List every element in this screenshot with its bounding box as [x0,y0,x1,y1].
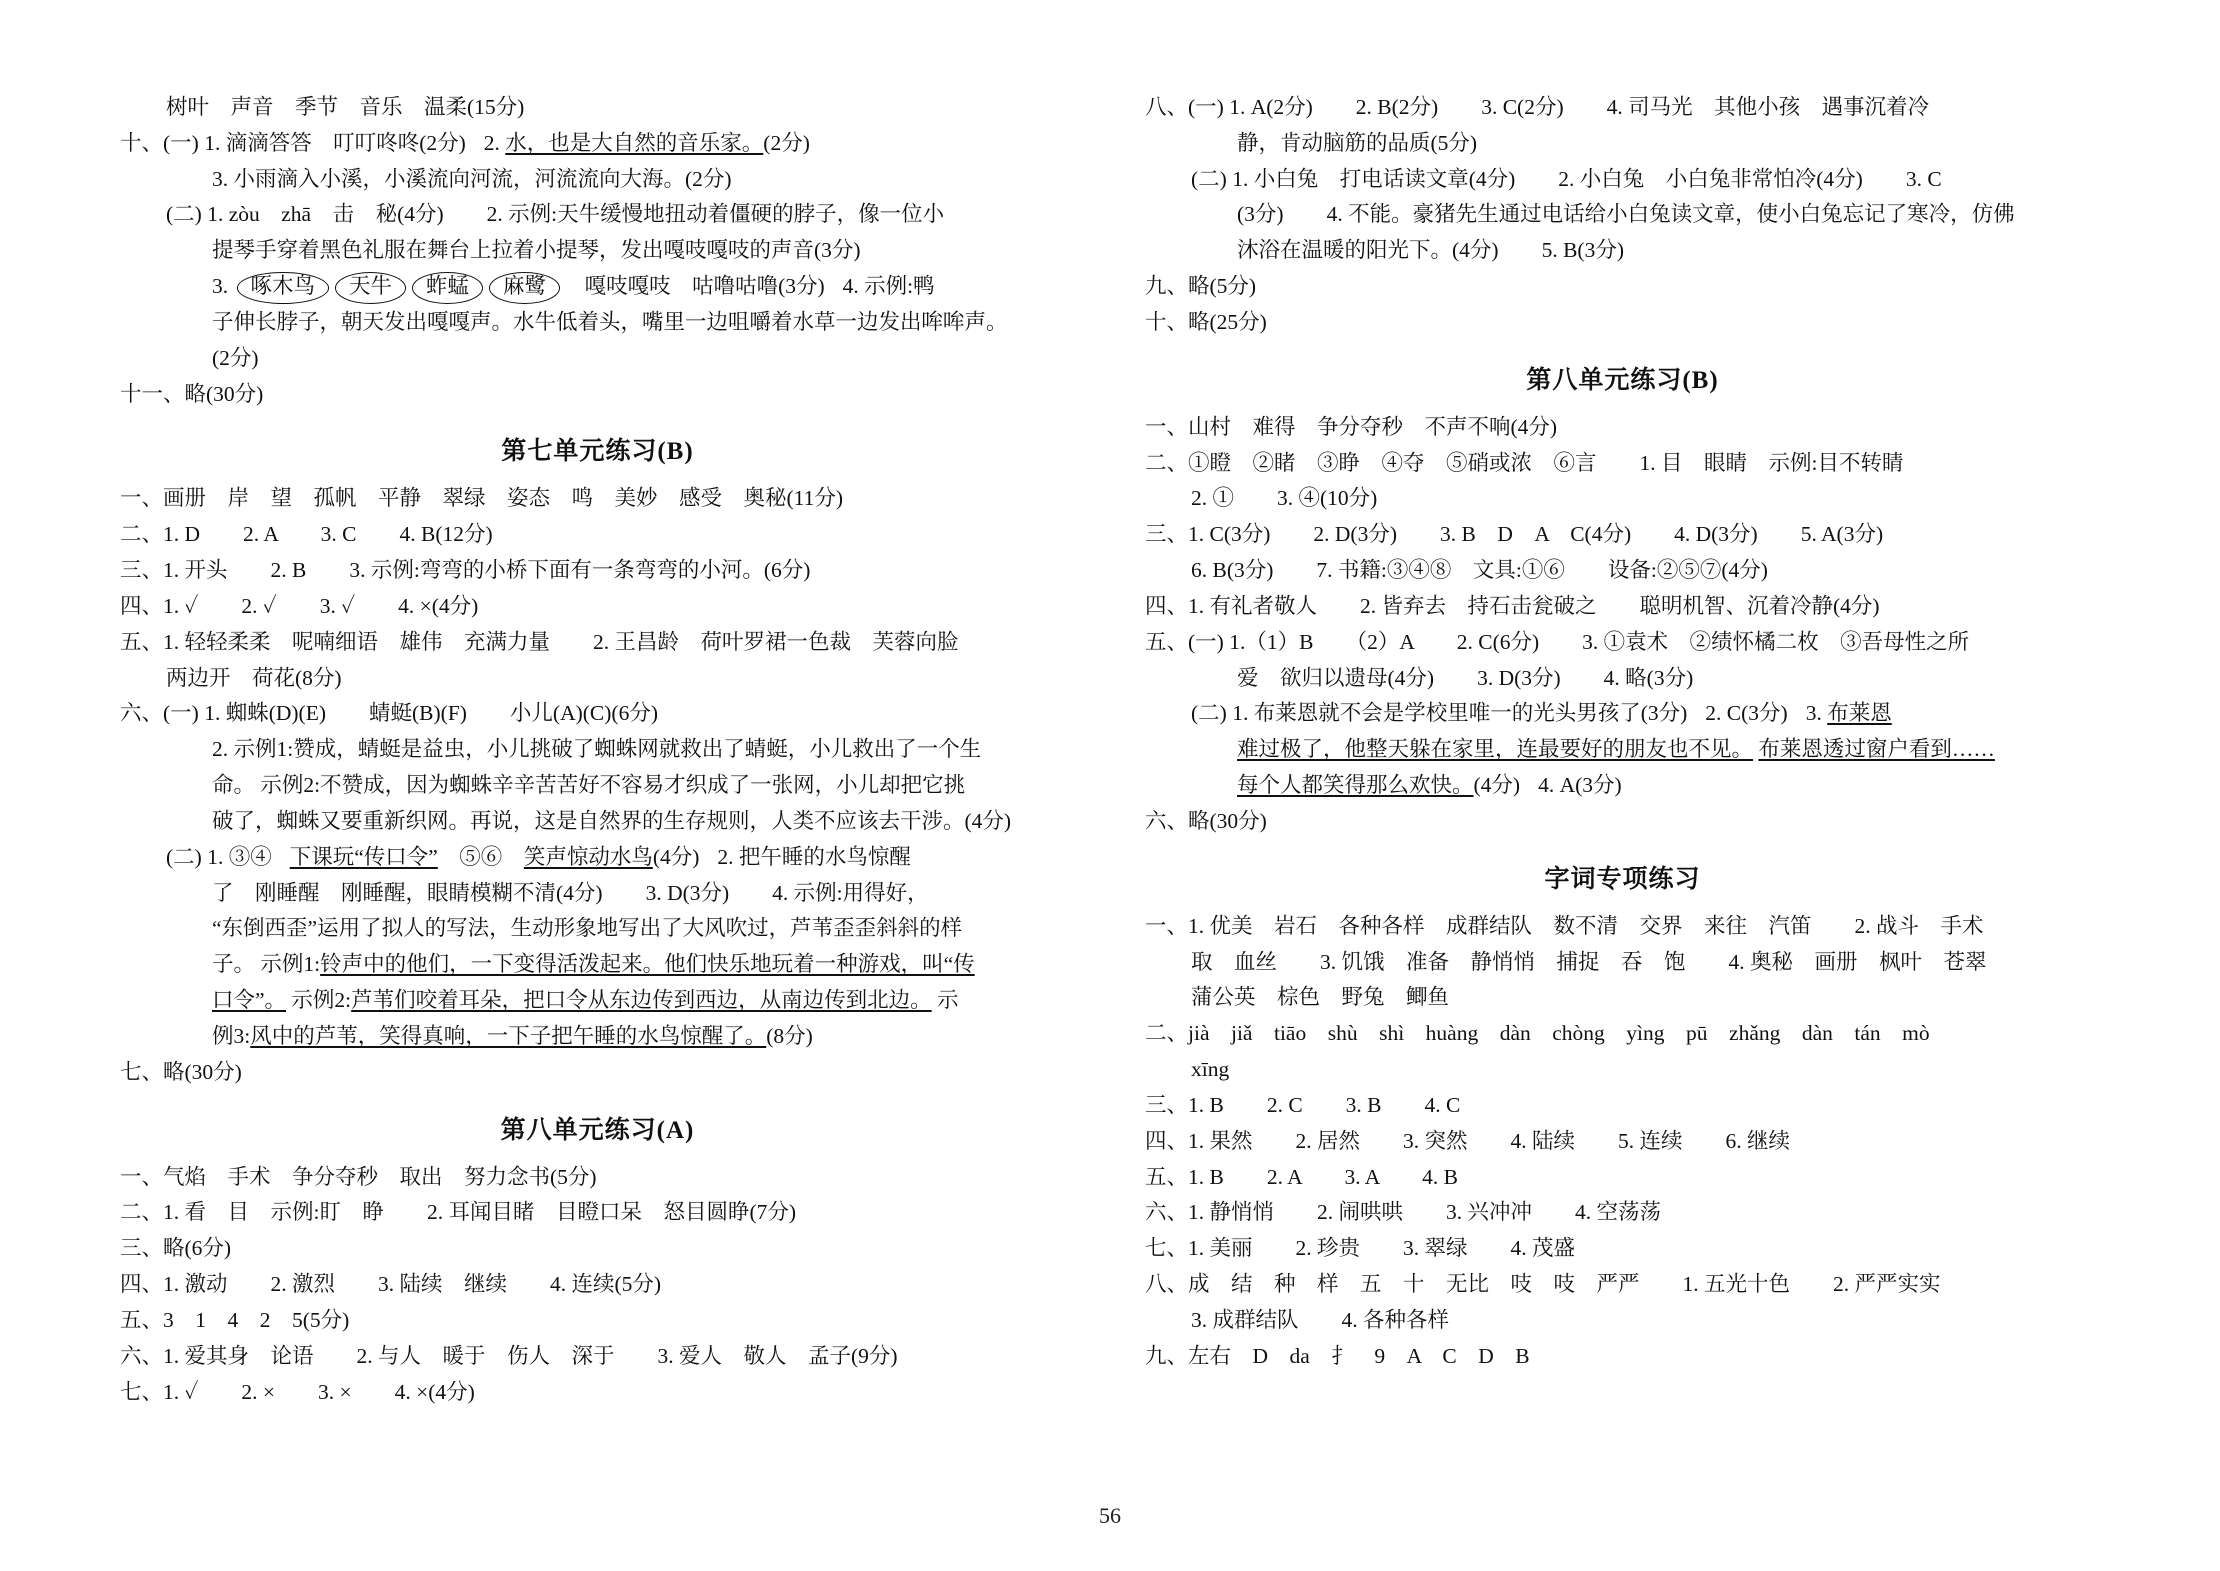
answer-line: 破了，蜘蛛又要重新织网。再说，这是自然界的生存规则，人类不应该去干涉。(4分) [212,808,1012,833]
answer-line: 提琴手穿着黑色礼服在舞台上拉着小提琴，发出嘎吱嘎吱的声音(3分) [212,238,861,263]
right-column [1145,90,2100,1375]
answer-line: 子伸长脖子，朝天发出嘎嘎声。水牛低着头，嘴里一边咀嚼着水草一边发出哞哞声。 [212,309,1008,334]
answer-line: 取 血丝 3. 饥饿 准备 静悄悄 捕捉 吞 饱 4. 奥秘 画册 枫叶 苍翠 [1191,949,1987,974]
answer-line: (二) 1. ③④ 下课玩“传口令” ⑤⑥ 笑声惊动水鸟(4分) 2. 把午睡的水鸟惊醒 [166,844,911,869]
circled-word: 天牛 [335,272,406,304]
answer-line: 难过极了，他整天躲在家里，连最要好的朋友也不见。 布莱恩透过窗户看到…… [1237,737,1995,762]
section-title-unit7-b: 第七单元练习(B) [501,438,694,466]
answer-line: (3分) 4. 不能。豪猪先生通过电话给小白兔读文章，使小白兔忘记了寒冷，仿佛 [1237,202,2015,227]
answer-line: 3. 成群结队 4. 各种各样 [1191,1307,1450,1332]
answer-line: “东倒西歪”运用了拟人的写法，生动形象地写出了大风吹过，芦苇歪歪斜斜的样 [212,916,963,941]
answer-line: (二) 1. 小白兔 打电话读文章(4分) 2. 小白兔 小白兔非常怕冷(4分) 3. C [1191,166,1942,191]
section-title-unit8-b: 第八单元练习(B) [1526,366,1719,394]
answer-line: 3. 小雨滴入小溪，小溪流向河流，河流流向大海。(2分) [212,166,732,191]
answer-line: 六、(一) 1. 蜘蛛(D)(E) 蜻蜓(B)(F) 小儿(A)(C)(6分) [120,701,659,726]
answer-line: (二) 1. zòu zhā 击 秘(4分) 2. 示例:天牛缓慢地扭动着僵硬的脖子，像一位小 [166,202,945,227]
answer-line: 子。 示例1:铃声中的他们，一下变得活泼起来。他们快乐地玩着一种游戏，叫“传 [212,952,975,977]
answer-line: (2分) [212,345,259,370]
answer-line: 六、略(30分) [1145,808,1267,833]
answer-line: 2. ① 3. ④(10分) [1191,486,1378,511]
answer-line: 八、成 结 种 样 五 十 无比 吱 吱 严严 1. 五光十色 2. 严严实实 [1145,1272,1941,1297]
answer-line: 2. 示例1:赞成，蜻蜓是益虫，小儿挑破了蜘蛛网就救出了蜻蜓，小儿救出了一个生 [212,737,982,762]
answer-line: 口令”。 示例2:芦苇们咬着耳朵，把口令从东边传到西边，从南边传到北边。 示 [212,988,959,1013]
answer-line: 九、左右 D da 扌 9 A C D B [1145,1343,1530,1368]
answer-line: 三、1. C(3分) 2. D(3分) 3. B D A C(4分) 4. D(3分) 5. A(3分) [1145,522,1884,547]
answer-line: 七、略(30分) [120,1059,242,1084]
answer-line: 四、1. 激动 2. 激烈 3. 陆续 继续 4. 连续(5分) [120,1272,662,1297]
answer-line: (二) 1. 布莱恩就不会是学校里唯一的光头男孩了(3分) 2. C(3分) 3. 布莱恩 [1191,701,1892,726]
answer-line: 一、1. 优美 岩石 各种各样 成群结队 数不清 交界 来往 汽笛 2. 战斗 手术 [1145,913,1984,938]
answer-line: 九、略(5分) [1145,274,1257,299]
answer-line: 两边开 荷花(8分) [166,665,342,690]
answer-line: 树叶 声音 季节 音乐 温柔(15分) [166,95,525,119]
answer-line: 三、1. B 2. C 3. B 4. C [1145,1092,1461,1117]
answer-line: 六、1. 爱其身 论语 2. 与人 暖于 伤人 深于 3. 爱人 敬人 孟子(9分) [120,1343,898,1368]
answer-line: 二、①瞪 ②睹 ③睁 ④夺 ⑤硝或浓 ⑥言 1. 目 眼睛 示例:目不转睛 [1145,450,1904,475]
answer-line: 一、气焰 手术 争分夺秒 取出 努力念书(5分) [120,1164,597,1189]
answer-line: 七、1. ✓ 2. × 3. × 4. ×(4分) [120,1379,475,1404]
answer-line-with-circled-words: 3. 啄木鸟 天牛 蚱蜢 麻鹭 嘎吱嘎吱 咕噜咕噜(3分) 4. 示例:鸭 [120,269,1075,304]
answer-line: 二、1. D 2. A 3. C 4. B(12分) [120,522,493,547]
answer-line: 6. B(3分) 7. 书籍:③④⑧ 文具:①⑥ 设备:②⑤⑦(4分) [1191,558,1768,583]
left-column [120,90,1075,1410]
answer-line: 了 刚睡醒 刚睡醒，眼睛模糊不清(4分) 3. D(3分) 4. 示例:用得好， [212,880,929,905]
answer-line: 爱 欲归以遗母(4分) 3. D(3分) 4. 略(3分) [1237,665,1694,690]
answer-line: 十、略(25分) [1145,309,1267,334]
answer-line: 三、1. 开头 2. B 3. 示例:弯弯的小桥下面有一条弯弯的小河。(6分) [120,558,811,583]
answer-line: 七、1. 美丽 2. 珍贵 3. 翠绿 4. 茂盛 [1145,1236,1576,1261]
answer-line: 静，肯动脑筋的品质(5分) [1237,130,1478,155]
answer-line: 六、1. 静悄悄 2. 闹哄哄 3. 兴冲冲 4. 空荡荡 [1145,1200,1662,1225]
circled-word: 啄木鸟 [237,272,330,304]
answer-line: 二、1. 看 目 示例:盯 睁 2. 耳闻目睹 目瞪口呆 怒目圆睁(7分) [120,1200,797,1225]
answer-line: 十、(一) 1. 滴滴答答 叮叮咚咚(2分) 2. 水，也是大自然的音乐家。(2分) [120,130,810,155]
answer-line: 沐浴在温暖的阳光下。(4分) 5. B(3分) [1237,238,1624,263]
answer-line: 五、1. 轻轻柔柔 呢喃细语 雄伟 充满力量 2. 王昌龄 荷叶罗裙一色裁 芙蓉向脸 [120,629,959,654]
answer-line: xīng [1191,1057,1230,1082]
answer-line: 一、山村 难得 争分夺秒 不声不响(4分) [1145,414,1558,439]
circled-word: 麻鹭 [489,272,560,304]
answer-line: 三、略(6分) [120,1236,232,1261]
answer-line: 四、1. 有礼者敬人 2. 皆弃去 持石击瓮破之 聪明机智、沉着冷静(4分) [1145,593,1880,618]
answer-line: 五、(一) 1.（1）B （2）A 2. C(6分) 3. ①袁术 ②绩怀橘二枚 ③吾母性之所 [1145,629,1970,654]
answer-line: 十一、略(30分) [120,381,264,406]
answer-line: 八、(一) 1. A(2分) 2. B(2分) 3. C(2分) 4. 司马光 其他小孩 遇事沉着冷 [1145,95,1930,119]
answer-line: 四、1. 果然 2. 居然 3. 突然 4. 陆续 5. 连续 6. 继续 [1145,1128,1791,1153]
answer-line: 一、画册 岸 望 孤帆 平静 翠绿 姿态 鸣 美妙 感受 奥秘(11分) [120,486,844,511]
answer-line: 例3:风中的芦苇，笑得真响，一下子把午睡的水鸟惊醒了。(8分) [212,1023,813,1048]
section-title-zici: 字词专项练习 [1544,865,1701,893]
section-title-unit8-a: 第八单元练习(A) [500,1116,695,1144]
answer-line: 五、1. B 2. A 3. A 4. B [1145,1164,1458,1189]
answer-line: 四、1. ✓ 2. ✓ 3. ✓ 4. ×(4分) [120,593,479,618]
answer-line: 蒲公英 棕色 野兔 鲫鱼 [1191,985,1450,1010]
page-number: 56 [1099,1503,1121,1528]
answer-line: 命。 示例2:不赞成，因为蜘蛛辛辛苦苦好不容易才织成了一张网，小儿却把它挑 [212,773,966,798]
circled-word: 蚱蜢 [412,272,483,304]
answer-line: 五、3 1 4 2 5(5分) [120,1307,350,1332]
answer-line: 每个人都笑得那么欢快。(4分) 4. A(3分) [1237,773,1622,798]
two-column-layout [120,90,2100,1410]
answer-line: 二、jià jiǎ tiāo shù shì huàng dàn chòng yìng pū zhǎng dàn tán mò [1145,1021,1930,1046]
